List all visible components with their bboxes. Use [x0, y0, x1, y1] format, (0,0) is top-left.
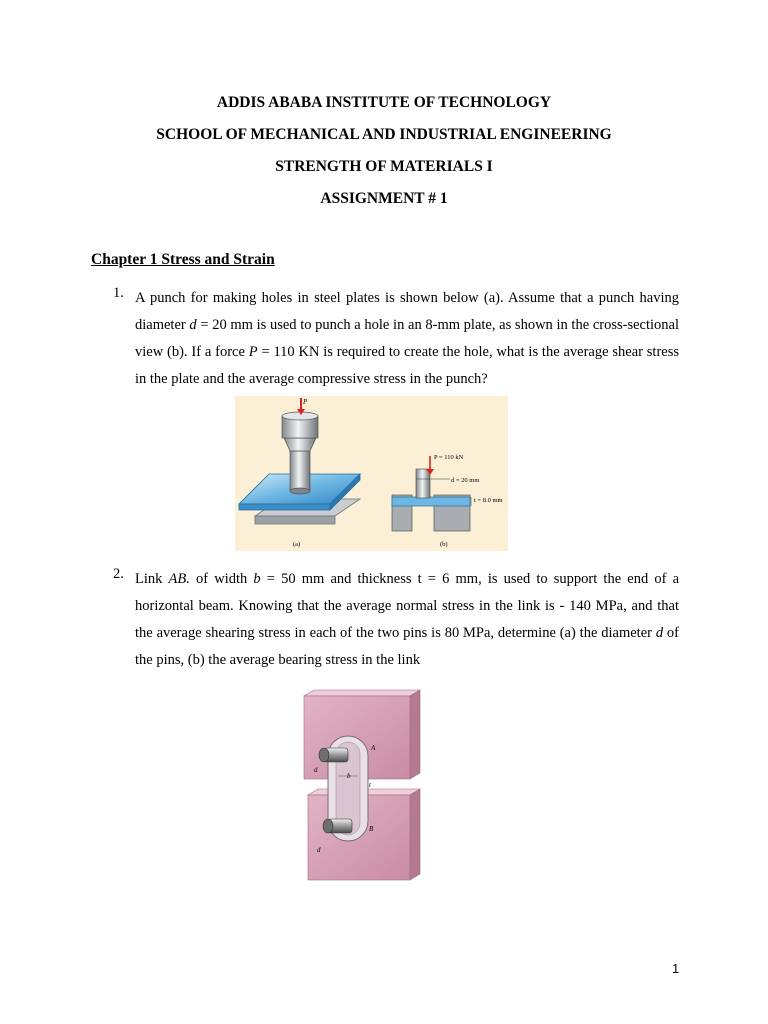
upper-pin	[319, 748, 348, 762]
course-title: STRENGTH OF MATERIALS I	[275, 158, 493, 175]
lower-pin	[323, 819, 352, 833]
figure-label-a: (a)	[293, 541, 301, 548]
chapter-heading: Chapter 1 Stress and Strain	[91, 251, 275, 268]
label-b-width: b	[347, 772, 351, 780]
label-d-top: d	[314, 766, 318, 774]
punch-cross-section-drawing	[392, 454, 503, 531]
label-a: A	[371, 744, 376, 752]
institute-title: ADDIS ABABA INSTITUTE OF TECHNOLOGY	[216, 94, 552, 111]
page-number: 1	[672, 961, 680, 976]
link-figure	[296, 688, 422, 888]
punch-force-value: P = 110 kN	[434, 454, 464, 461]
plate-thickness-label: t = 8.0 mm	[474, 497, 503, 504]
problem-1-text: A punch for making holes in steel plates is shown below (a). Assume that a punch having diameter d = 20 mm is used to punch a hole in an 8-mm plate, as shown in the cross-sectional view (b). If a force P = 110 KN is required to create the hole, what is the average shear stress in the plate and the average compressive stress in the punch?	[135, 290, 680, 387]
punch-force-label: P	[303, 398, 308, 406]
problem-2-text: Link AB. of width b = 50 mm and thickness t = 6 mm, is used to support the end of a horizontal beam. Knowing that the average normal stress in the link is - 140 MPa, and that the average shearing stress in each of the two pins is 80 MPa, determine (a) the diameter d of the pins, (b) the average bearing stress in the link	[135, 571, 680, 668]
assignment-title: ASSIGNMENT # 1	[320, 190, 448, 207]
problem-2-number: 2.	[113, 566, 124, 582]
punch-perspective-drawing	[239, 398, 360, 524]
problem-1-number: 1.	[113, 285, 124, 301]
label-t: t	[369, 781, 371, 789]
punch-diameter-label: d = 20 mm	[451, 477, 480, 484]
punch-figure	[235, 396, 508, 551]
figure-label-b: (b)	[440, 541, 448, 548]
label-b-point: B	[369, 825, 374, 833]
label-d-bottom: d	[317, 846, 321, 854]
school-title: SCHOOL OF MECHANICAL AND INDUSTRIAL ENGINEERING	[156, 126, 612, 143]
